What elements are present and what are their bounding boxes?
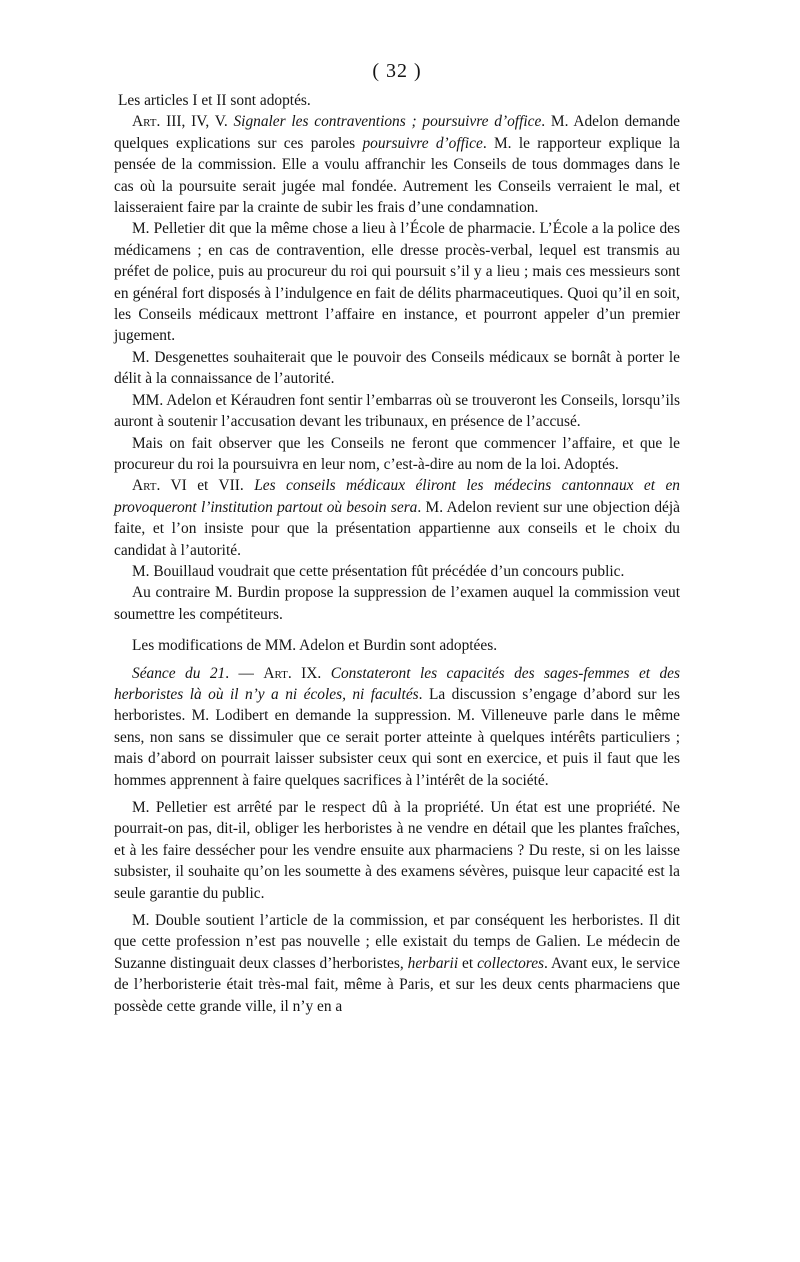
small-caps-text: Art — [132, 113, 157, 131]
paragraph — [114, 90, 680, 111]
text-run: M. Desgenettes souhaiterait que le pouvoir des Conseils médicaux se bornât à porter le délit à la connaissance de l’autorité. — [114, 348, 680, 388]
italic-text: herbarii — [407, 954, 459, 972]
paragraph — [114, 797, 680, 904]
text-run: . III, IV, V. — [156, 113, 234, 131]
text-run: . VI et VII. — [156, 477, 255, 495]
paragraph — [114, 111, 680, 218]
text-run: M. Double soutient l’article de la commission, et par conséquent les herboristes. Il dit que cette profession n’est pas nouvelle ; elle existait du temps de Galien. Le médecin de Suzanne distinguait deux classes d’herboristes, — [114, 912, 680, 972]
text-run: . M. le rapporteur explique la pensée de la commission. Elle a voulu affranchir les Conseils de tous dommages dans le cas où la poursuite serait jugée mal fondée. Autrement les Conseils verraient le mal, et laisseraient faire par la crainte de subir les frais d’une condamnation. — [114, 134, 680, 217]
text-run: . IX. — [287, 664, 331, 682]
body-text — [114, 90, 680, 1017]
text-run: Au contraire M. Burdin propose la suppression de l’examen auquel la commission veut soumettre les compétiteurs. — [114, 584, 680, 623]
italic-text: Constateront les capacités des sages-femmes et des herboristes là où il n’y a ni écoles, ni facultés — [114, 664, 681, 703]
small-caps-text: Art — [132, 477, 157, 495]
paragraph — [114, 910, 680, 1017]
text-run: Les articles I et II sont adoptés. — [118, 92, 311, 109]
text-run: . Avant eux, le service de l’herboristerie était très-mal fait, même à Paris, et sur les deux cents pharmaciens que possède cette grande ville, il n’y en a — [114, 954, 680, 1015]
text-run: Les modifications de MM. Adelon et Burdin sont adoptées. — [132, 637, 498, 655]
text-run: MM. Adelon et Kéraudren font sentir l’embarras où se trouveront les Conseils, lorsqu’ils auront à soutenir l’accusation devant les tribunaux, en présence de l’accusé. — [114, 391, 680, 431]
paragraph — [114, 561, 680, 582]
paragraph — [114, 390, 680, 433]
text-run: Mais on fait observer que les Conseils ne feront que commencer l’affaire, et que le procureur du roi la poursuivra en leur nom, c’est-à-dire au nom de la loi. Adoptés. — [114, 434, 680, 473]
text-run: . M. Adelon revient sur une objection déjà faite, et l’on insiste pour que la présentation appartienne aux conseils et le choix du candidat à l’autorité. — [114, 498, 680, 559]
paragraph — [114, 635, 680, 656]
paragraph — [114, 663, 680, 791]
paragraph — [114, 475, 680, 561]
italic-text: Séance du 21 — [132, 664, 226, 682]
text-run: M. Bouillaud voudrait que cette présentation fût précédée d’un concours public. — [132, 562, 625, 580]
text-run: M. Pelletier est arrêté par le respect dû à la propriété. Un état est une propriété. Ne pourrait-on pas, dit-il, obliger les herboristes à ne vendre en détail que les plantes fraîches, et à les faire dessécher pour les vendre ensuite aux pharmaciens ? Du reste, si on les laisse subsister, il souhaite qu’on les soumette à des examens sévères, puisque leur capacité est la seule garantie du public. — [114, 799, 680, 902]
paragraph — [114, 347, 680, 390]
document-page — [114, 58, 680, 1017]
text-run: et — [458, 954, 478, 972]
paragraph — [114, 582, 680, 625]
text-run: . — — [225, 664, 264, 682]
italic-text: Signaler les contraventions ; poursuivre d’office — [233, 113, 542, 131]
italic-text: collectores — [477, 954, 545, 972]
italic-text: poursuivre d’office — [362, 134, 483, 152]
small-caps-text: Art — [263, 664, 288, 682]
text-run: . M. Adelon demande quelques explications sur ces paroles — [114, 113, 680, 152]
text-run: M. Pelletier dit que la même chose a lieu à l’École de pharmacie. L’École a la police des médicamens ; en cas de contravention, elle dresse procès-verbal, lequel est transmis au préfet de police, puis au procureur du roi qui poursuit s’il y a lieu ; mais ces messieurs sont en général fort disposés à l’indulgence en fait de délits pharmaceutiques. Quoi qu’il en soit, les Conseils médicaux mettront l’affaire en instance, et pourront appeler d’un premier jugement. — [114, 220, 680, 345]
page-number: ( 32 ) — [372, 60, 422, 82]
paragraph — [114, 218, 680, 346]
text-run: . La discussion s’engage d’abord sur les herboristes. M. Lodibert en demande la suppression. M. Villeneuve parle dans le même sens, non sans se dissimuler que ce serait porter atteinte à quelques intérêts particuliers ; mais d’abord on pourrait laisser subsister ceux qui sont en exercice, et puis il faut que les hommes apprennent à faire quelques sacrifices à l’intérêt de la société. — [114, 685, 681, 789]
italic-text: Les conseils médicaux éliront les médecins cantonnaux et en provoqueront l’institution partout où besoin sera — [114, 477, 681, 516]
paragraph — [114, 433, 680, 476]
